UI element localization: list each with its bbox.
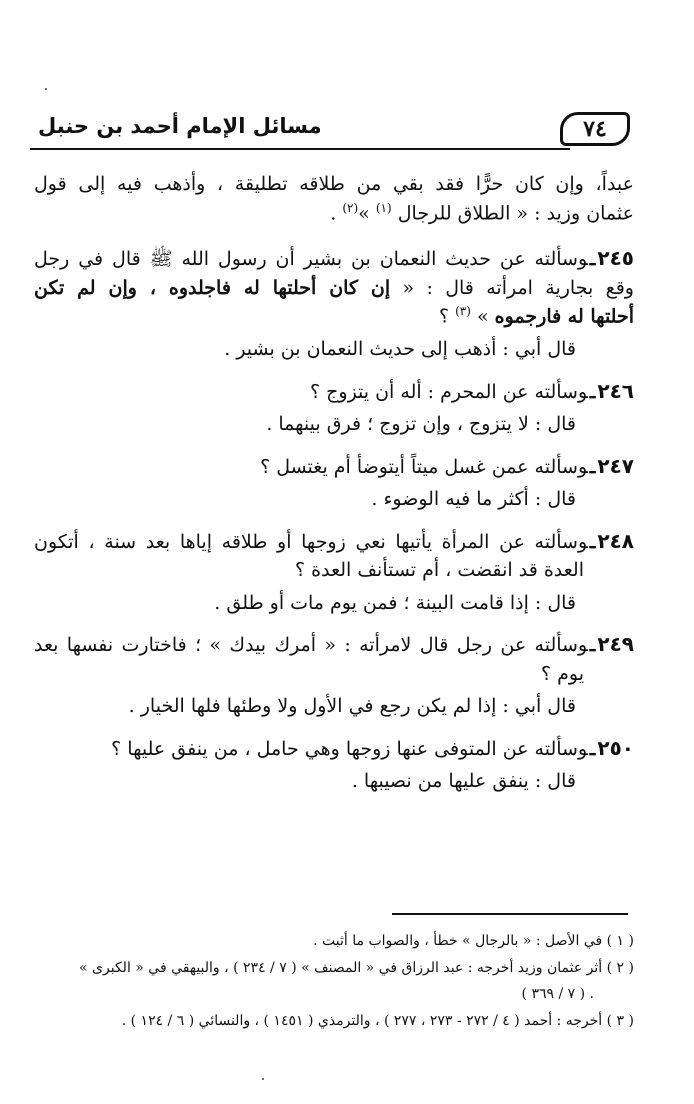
intro-paragraph <box>34 170 634 227</box>
issue-247 <box>34 451 634 514</box>
issue-248 <box>34 526 634 618</box>
page-header <box>30 112 630 156</box>
footnote-1: ( ١ ) في الأصل : « بالرجال » خطأ ، والصواب ما أثبت . <box>313 933 634 949</box>
footnote-ref-2: (٢) <box>342 200 359 215</box>
running-title: مسائل الإمام أحمد بن حنبل <box>38 114 322 138</box>
intro-line-2 <box>34 199 634 228</box>
issue-250 <box>34 733 634 796</box>
issue-248-question-2: العدة قد انقضت ، أم تستأنف العدة ؟ <box>295 559 584 582</box>
issue-250-answer: قال : ينفق عليها من نصيبها . <box>351 770 576 793</box>
issue-number: ٢٤٨ <box>597 528 634 553</box>
intro-line-2-end: . <box>330 201 337 224</box>
issue-number: ٢٤٩ <box>597 632 634 657</box>
intro-quote-close: » <box>358 201 370 224</box>
issue-246-line-1 <box>34 376 634 407</box>
issue-245-hadith-1: إن كان أحلتها له فاجلدوه ، وإن لم تكن <box>34 276 391 299</box>
issue-245-quote-close: » <box>476 305 489 328</box>
footnote-2: ( ٢ ) أثر عثمان وزيد أخرجه : عبد الرزاق في « المصنف » ( ٧ / ٢٣٤ ) ، والبيهقي في « الكبرى » <box>79 959 634 976</box>
issue-245-hadith-2: أحلتها له فارجموه <box>494 305 634 328</box>
issue-245-answer: قال أبي : أذهب إلى حديث النعمان بن بشير . <box>224 338 576 361</box>
footnote-ref-3: (٣) <box>455 304 471 319</box>
issue-245-line-2 <box>34 274 634 303</box>
issue-number: ٢٥٠ <box>597 735 634 760</box>
header-rule <box>30 148 570 153</box>
issue-250-question: وسألته عن المتوفى عنها زوجها وهي حامل ، من ينفق عليها ؟ <box>111 737 588 760</box>
issue-249-answer: قال أبي : إذا لم يكن رجع في الأول ولا وطئها فلها الخيار . <box>128 695 576 718</box>
intro-line-2-text: عثمان وزيد : « الطلاق للرجال <box>397 201 634 224</box>
issue-247-question: وسألته عمن غسل ميتاً أيتوضأ أم يغتسل ؟ <box>260 455 588 478</box>
issue-number: ٢٤٥ <box>597 246 634 271</box>
issue-247-line-1 <box>34 451 634 482</box>
issue-number: ٢٤٧ <box>597 453 634 478</box>
issue-245-question-2: وقع بجارية امرأته قال : « <box>402 276 634 299</box>
footnote-3: ( ٣ ) أخرجه : أحمد ( ٤ / ٢٧٢ - ٢٧٣ ، ٢٧٧ ) ، والترمذي ( ١٤٥١ ) ، والنسائي ( ٦ / ١٢٤ ) . <box>121 1012 634 1029</box>
issue-246-question: وسألته عن المحرم : أله أن يتزوج ؟ <box>310 380 588 403</box>
issue-249 <box>34 629 634 721</box>
issue-246 <box>34 376 634 439</box>
issue-245-line-3 <box>34 302 634 331</box>
issue-248-line-1 <box>34 526 634 557</box>
footnote-ref-1: (١) <box>375 200 392 215</box>
scan-speck <box>45 88 47 90</box>
issue-249-line-1 <box>34 629 634 660</box>
issue-dash: ـ <box>589 380 596 403</box>
issue-dash: ـ <box>589 455 596 478</box>
issue-248-question-1: وسألته عن المرأة يأتيها نعي زوجها أو طلاقه إياها بعد سنة ، أتكون <box>34 530 588 553</box>
body-text <box>34 170 634 796</box>
issue-245-question-1: وسألته عن حديث النعمان بن بشير أن رسول الله ﷺ قال في رجل <box>34 248 588 271</box>
page-number-text: ٧٤ <box>583 116 607 142</box>
issue-dash: ـ <box>589 634 596 657</box>
scan-speck <box>262 1078 264 1080</box>
issue-247-answer: قال : أكثر ما فيه الوضوء . <box>371 488 576 511</box>
issue-249-question-2: يوم ؟ <box>541 662 584 685</box>
footnote-2-cont: . ( ٧ / ٣٦٩ ) <box>521 986 594 1003</box>
issue-249-question-1: وسألته عن رجل قال لامرأته : « أمرك بيدك » ؛ فاختارت نفسها بعد <box>34 634 588 657</box>
issue-245 <box>34 243 634 363</box>
issue-250-line-1 <box>34 733 634 764</box>
issue-dash: ـ <box>589 530 596 553</box>
issue-245-line-1 <box>34 243 634 274</box>
issue-dash: ـ <box>589 248 596 271</box>
issue-246-answer: قال : لا يتزوج ، وإن تزوج ؛ فرق بينهما . <box>266 413 576 436</box>
issue-245-question-mark: ؟ <box>438 305 450 328</box>
footnote-separator <box>392 913 628 915</box>
issue-dash: ـ <box>589 737 596 760</box>
intro-line-1: عبداً، وإن كان حرًّا فقد بقي من طلاقه تطليقة ، وأذهب فيه إلى قول <box>34 173 634 195</box>
issue-number: ٢٤٦ <box>597 378 634 403</box>
issue-248-answer: قال : إذا قامت البينة ؛ فمن يوم مات أو طلق . <box>214 591 576 614</box>
page-number <box>560 112 630 146</box>
footnotes <box>34 928 634 1034</box>
